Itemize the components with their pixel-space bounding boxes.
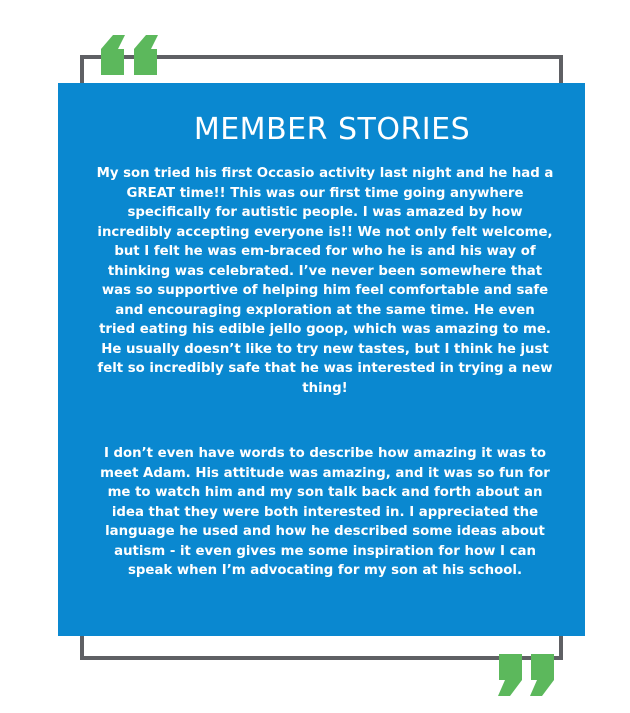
story-paragraph-1: My son tried his first Occasio activity last night and he had a GREAT time!! This was our first time going anywhere specifically for autistic people. I was amazed by how incredibly accepting everyone is!! We not only felt welcome, but I felt he was em-braced for who he is and his way of thinking was celebrated. I’ve never been somewhere that was so supportive of helping him feel comfortable and safe and encouraging exploration at the same time. He even tried eating his edible jello goop, which was amazing to me. He usually doesn’t like to try new tastes, but I think he just felt so incredibly safe that he was interested in trying a new thing! <box>96 166 554 396</box>
story-paragraph-2: I don’t even have words to describe how amazing it was to meet Adam. His attitude was amazing, and it was so fun for me to watch him and my son talk back and forth about an idea that they were both interested in. I appreciated the language he used and how he described some ideas about autism - it even gives me some inspiration for how I can speak when I’m advocating for my son at his school. <box>100 446 550 578</box>
page-title: MEMBER STORIES <box>193 112 471 147</box>
open-quote-icon <box>99 35 163 77</box>
close-quote-icon <box>497 654 561 696</box>
